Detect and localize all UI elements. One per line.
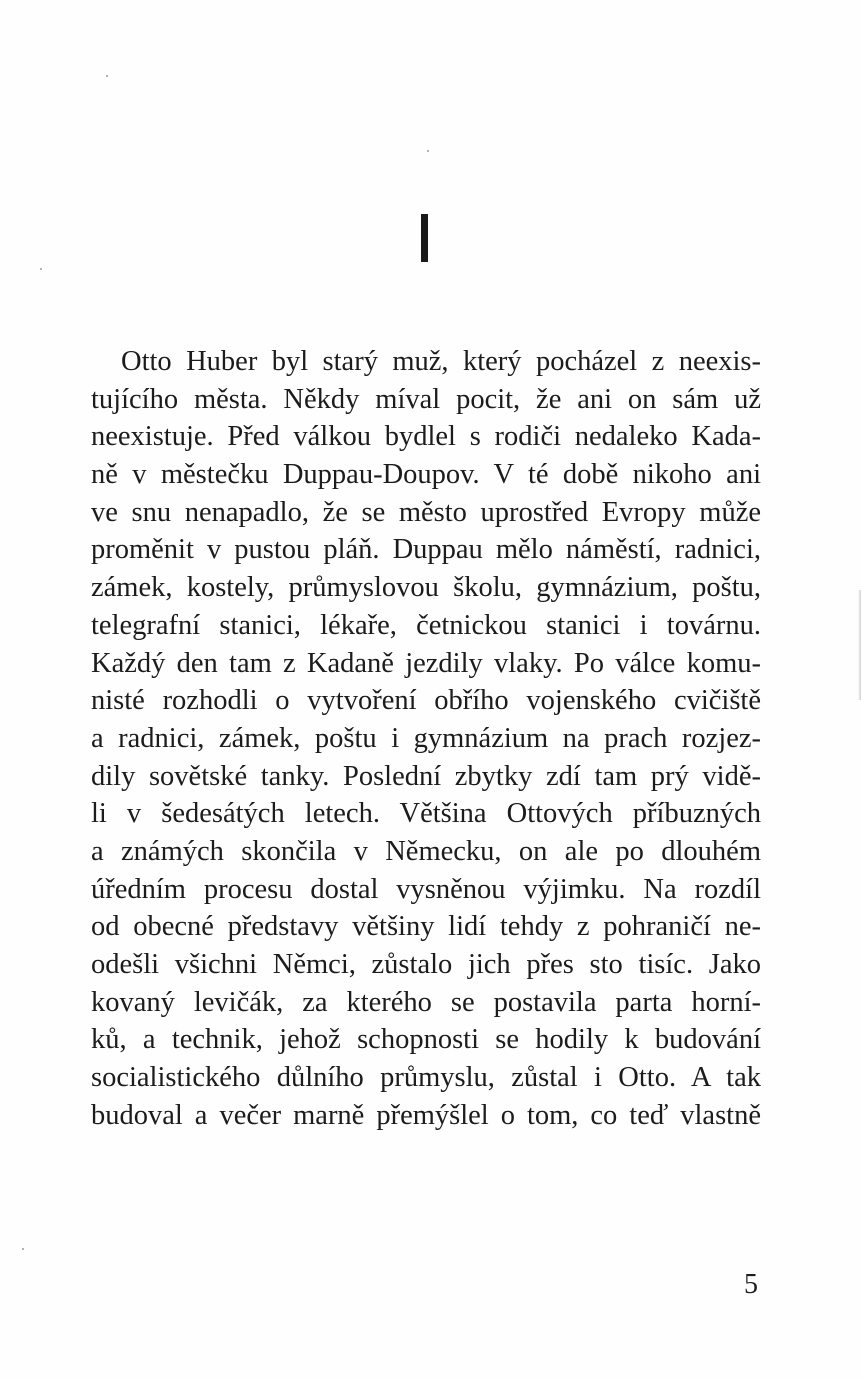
chapter-body-text [91, 343, 761, 1134]
text-line: kovaný levičák, za kterého se postavila parta horní- [91, 986, 761, 1018]
text-line: úředním procesu dostal vysněnou výjimku. Na rozdíl [91, 873, 761, 905]
text-line: proměnit v pustou pláň. Duppau mělo náměstí, radnici, [91, 534, 761, 566]
text-line: li v šedesátých letech. Většina Ottových příbuzných [91, 798, 761, 830]
text-line: socialistického důlního průmyslu, zůstal i Otto. A tak [91, 1062, 761, 1094]
text-line: ve snu nenapadlo, že se město uprostřed Evropy může [91, 496, 761, 528]
text-line: telegrafní stanici, lékaře, četnickou stanici i továrnu. [91, 609, 761, 641]
page-number: 5 [744, 1269, 758, 1300]
text-line: odešli všichni Němci, zůstalo jich přes sto tisíc. Jako [91, 949, 761, 980]
text-line: ků, a technik, jehož schopnosti se hodily k budování [91, 1024, 761, 1056]
text-line: zámek, kostely, průmyslovou školu, gymnázium, poštu, [91, 572, 761, 604]
text-line: dily sovětské tanky. Poslední zbytky zdí tam prý vidě- [91, 760, 761, 792]
scan-speck [40, 268, 42, 270]
text-line: nisté rozhodli o vytvoření obřího vojenského cvičiště [91, 685, 761, 717]
text-line: budoval a večer marně přemýšlel o tom, co teď vlastně [91, 1099, 761, 1131]
text-line: ně v městečku Duppau-Doupov. V té době nikoho ani [91, 459, 761, 491]
scan-speck [427, 150, 429, 152]
text-line: a radnici, zámek, poštu i gymnázium na prach rozjez- [91, 722, 761, 754]
text-line: Otto Huber byl starý muž, který pocházel z neexis- [121, 346, 761, 377]
text-line: Každý den tam z Kadaně jezdily vlaky. Po válce komu- [91, 647, 761, 679]
scan-speck [106, 75, 108, 77]
text-line: a známých skončila v Německu, on ale po dlouhém [91, 835, 761, 867]
text-line: od obecné představy většiny lidí tehdy z pohraničí ne- [91, 911, 761, 943]
text-line: tujícího města. Někdy míval pocit, že ani on sám už [91, 383, 761, 415]
chapter-marker [421, 214, 428, 262]
text-line: neexistuje. Před válkou bydlel s rodiči nedaleko Kada- [91, 421, 761, 453]
scan-speck [22, 1248, 24, 1250]
